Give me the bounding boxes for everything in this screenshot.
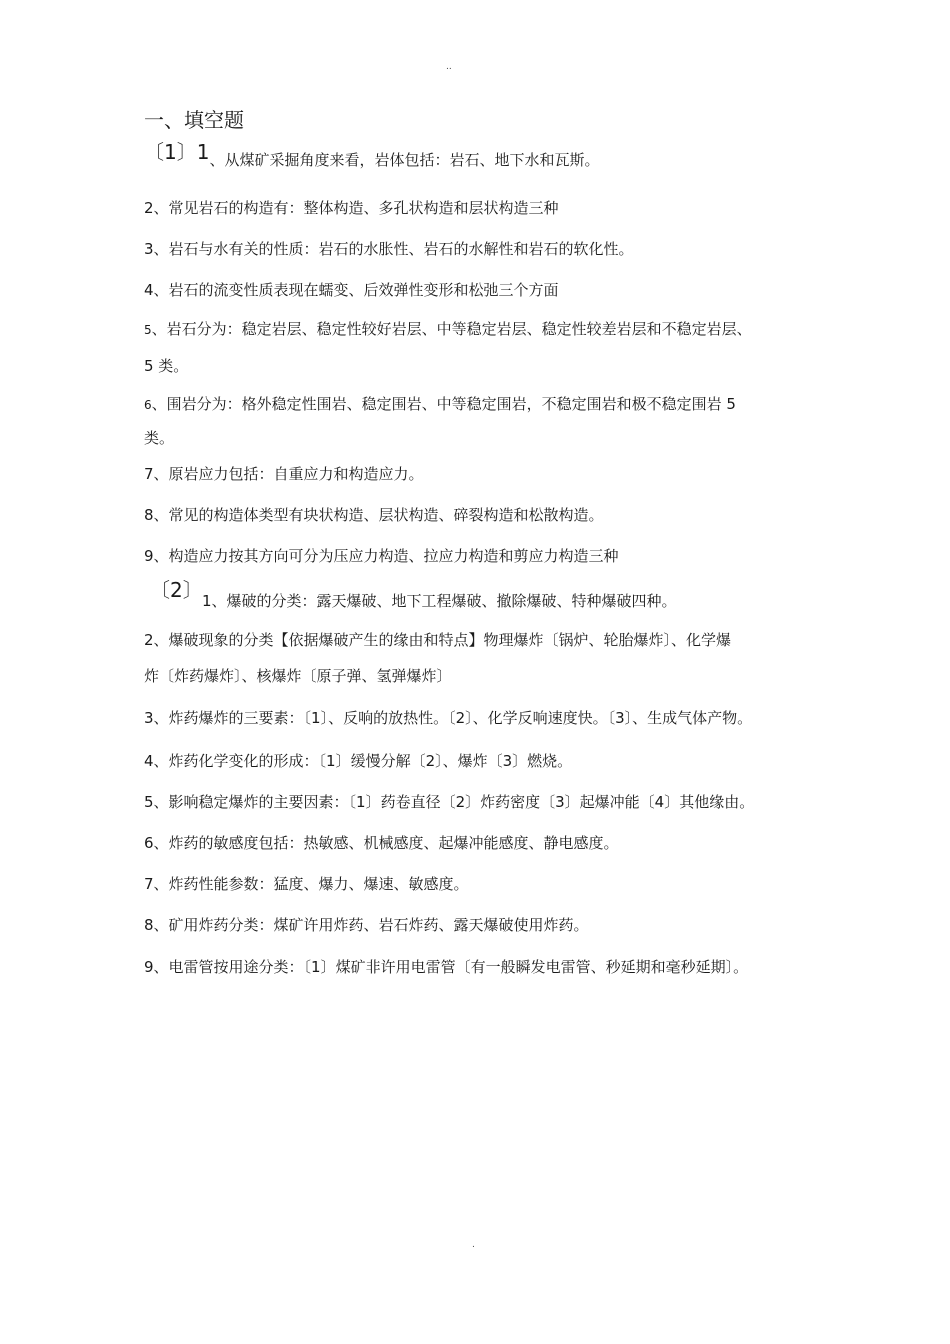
s1-item-1-text: 、从煤矿采掘角度来看，岩体包括：岩石、地下水和瓦斯。: [209, 151, 600, 169]
s1-item-6-cont: 类。: [144, 429, 175, 447]
s2-item-2-cont: 炸〔炸药爆炸〕、核爆炸〔原子弹、氢弹爆炸〕: [144, 667, 452, 685]
s2-marker: 〔2〕: [150, 578, 203, 602]
s2-item-6: 6、炸药的敏感度包括：热敏感、机械感度、起爆冲能感度、静电感度。: [144, 834, 619, 852]
s1-item-8: 8、常见的构造体类型有块状构造、层状构造、碎裂构造和松散构造。: [144, 506, 604, 524]
s1-item-6: [144, 394, 736, 415]
s1-item-6-text: 、围岩分为：格外稳定性围岩、稳定围岩、中等稳定围岩，不稳定围岩和极不稳定围岩 5: [151, 395, 736, 413]
s1-item-1: [144, 140, 600, 170]
s2-item-5: 5、影响稳定爆炸的主要因素：〔1〕药卷直径〔2〕炸药密度〔3〕起爆冲能〔4〕其他缘由。: [144, 793, 755, 811]
s1-item-7: 7、原岩应力包括：自重应力和构造应力。: [144, 465, 424, 483]
s1-item-3: 3、岩石与水有关的性质：岩石的水胀性、岩石的水解性和岩石的软化性。: [144, 240, 634, 258]
s2-item-3: 3、炸药爆炸的三要素：〔1〕、反响的放热性。〔2〕、化学反响速度快。〔3〕、生成气体产物。: [144, 709, 753, 727]
s2-item-1: 1、爆破的分类：露天爆破、地下工程爆破、撤除爆破、特种爆破四种。: [202, 592, 677, 610]
s2-item-9: 9、电雷管按用途分类：〔1〕煤矿非许用电雷管〔有一般瞬发电雷管、秒延期和毫秒延期〕。: [144, 958, 749, 976]
s1-marker: 〔1〕1: [144, 140, 210, 164]
footer-mark: .: [472, 1240, 475, 1250]
s1-item-5-num: 5: [144, 323, 152, 337]
s1-item-9: 9、构造应力按其方向可分为压应力构造、拉应力构造和剪应力构造三种: [144, 547, 619, 565]
section-heading: 一、填空题: [144, 108, 244, 132]
s1-item-2: 2、常见岩石的构造有：整体构造、多孔状构造和层状构造三种: [144, 199, 559, 217]
s1-item-5: [144, 319, 752, 340]
s1-item-6-num: 6: [144, 398, 152, 412]
s2-item-4: 4、炸药化学变化的形成：〔1〕缓慢分解〔2〕、爆炸〔3〕燃烧。: [144, 752, 573, 770]
s2-item-7: 7、炸药性能参数：猛度、爆力、爆速、敏感度。: [144, 875, 469, 893]
s1-item-4: 4、岩石的流变性质表现在蠕变、后效弹性变形和松弛三个方面: [144, 281, 559, 299]
s1-item-5-cont: 5 类。: [144, 357, 189, 375]
s2-item-2: 2、爆破现象的分类【依据爆破产生的缘由和特点】物理爆炸〔锅炉、轮胎爆炸〕、化学爆: [144, 631, 732, 649]
s2-item-8: 8、矿用炸药分类：煤矿许用炸药、岩石炸药、露天爆破使用炸药。: [144, 916, 589, 934]
header-mark: ..: [446, 62, 452, 72]
s1-item-5-text: 、岩石分为：稳定岩层、稳定性较好岩层、中等稳定岩层、稳定性较差岩层和不稳定岩层、: [151, 320, 752, 338]
